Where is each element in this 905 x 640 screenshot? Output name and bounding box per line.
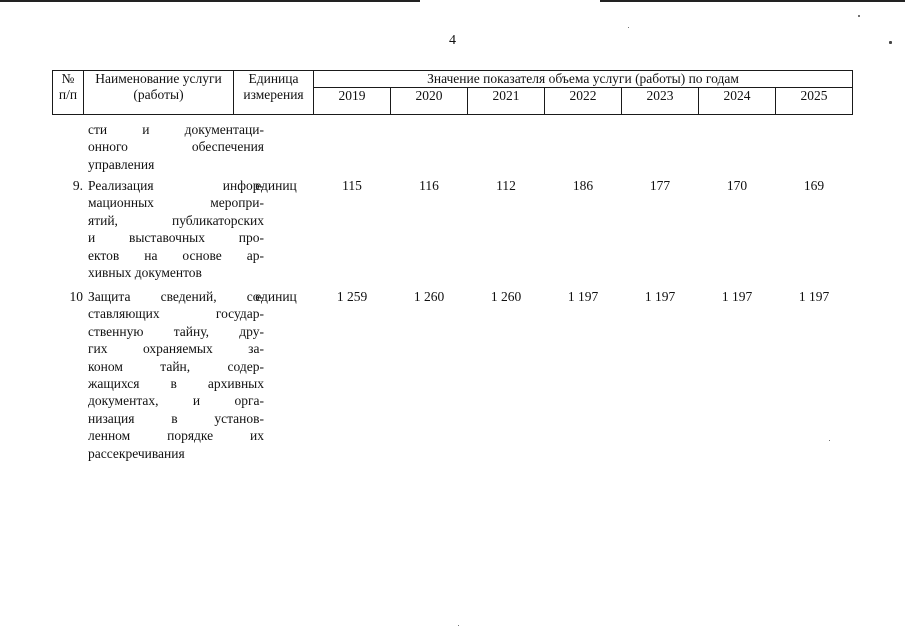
row-name-line: ектов на основе ар- xyxy=(88,247,264,263)
row-value-2019: 1 259 xyxy=(336,289,368,304)
row-name-line: ленном порядке их xyxy=(88,428,264,444)
row-value-2021: 1 260 xyxy=(490,289,522,304)
row-name-line: хивных документов xyxy=(88,265,202,281)
row-name-line: Реализация инфор- xyxy=(88,178,264,193)
row-value-2021: 112 xyxy=(496,178,516,193)
row-value-2022: 1 197 xyxy=(567,289,599,304)
table-header xyxy=(52,70,853,115)
row-service-name xyxy=(88,288,264,462)
row-unit: единиц xyxy=(255,178,297,193)
row-name-line: управления xyxy=(88,156,155,172)
header-year: 2020 xyxy=(391,88,468,115)
row-value-2022: 186 xyxy=(572,178,594,193)
header-year: 2023 xyxy=(622,88,699,115)
row-service-name xyxy=(88,121,264,173)
header-name: Наименование услуги (работы) xyxy=(84,71,234,115)
row-name-line: рассекречивания xyxy=(88,445,185,461)
scan-speck xyxy=(458,625,459,626)
row-value-2020: 1 260 xyxy=(413,289,445,304)
header-unit: Единица измерения xyxy=(234,71,314,115)
header-year: 2019 xyxy=(314,88,391,115)
row-unit: единиц xyxy=(255,289,297,304)
row-number: 9. xyxy=(72,178,83,193)
header-year: 2021 xyxy=(468,88,545,115)
row-value-2025: 169 xyxy=(803,178,825,193)
row-name-line: ственную тайну, дру- xyxy=(88,323,264,339)
row-number: 10 xyxy=(69,289,83,304)
scan-speck xyxy=(858,15,860,17)
scan-top-edge-gap xyxy=(420,0,600,2)
header-year: 2024 xyxy=(699,88,776,115)
row-name-line: гих охраняемых за- xyxy=(88,341,264,357)
page-number: 4 xyxy=(449,33,456,48)
row-name-line: ятий, публикаторских xyxy=(88,212,264,228)
header-year: 2022 xyxy=(545,88,622,115)
row-value-2023: 177 xyxy=(649,178,671,193)
row-name-line: коном тайн, содер- xyxy=(88,358,264,374)
row-value-2020: 116 xyxy=(419,178,439,193)
row-name-line: сти и документаци- xyxy=(88,122,264,137)
row-value-2024: 1 197 xyxy=(721,289,753,304)
row-name-line: низация в установ- xyxy=(88,410,264,426)
row-name-line: документах, и орга- xyxy=(88,393,264,409)
scan-speck xyxy=(628,27,629,28)
row-name-line: ставляющих государ- xyxy=(88,306,264,322)
row-name-line: Защита сведений, со- xyxy=(88,289,264,304)
row-value-2023: 1 197 xyxy=(644,289,676,304)
row-value-2025: 1 197 xyxy=(798,289,830,304)
row-name-line: онного обеспечения xyxy=(88,139,264,155)
header-year: 2025 xyxy=(776,88,853,115)
row-value-2019: 115 xyxy=(342,178,362,193)
row-name-line: жащихся в архивных xyxy=(88,376,264,392)
row-name-line: и выставочных про- xyxy=(88,230,264,246)
row-value-2024: 170 xyxy=(726,178,748,193)
scan-speck xyxy=(829,440,830,441)
row-name-line: мационных меропри- xyxy=(88,195,264,211)
header-values-group: Значение показателя объема услуги (работы) по годам xyxy=(314,71,853,88)
scan-speck xyxy=(889,41,892,44)
header-num: № п/п xyxy=(53,71,84,115)
